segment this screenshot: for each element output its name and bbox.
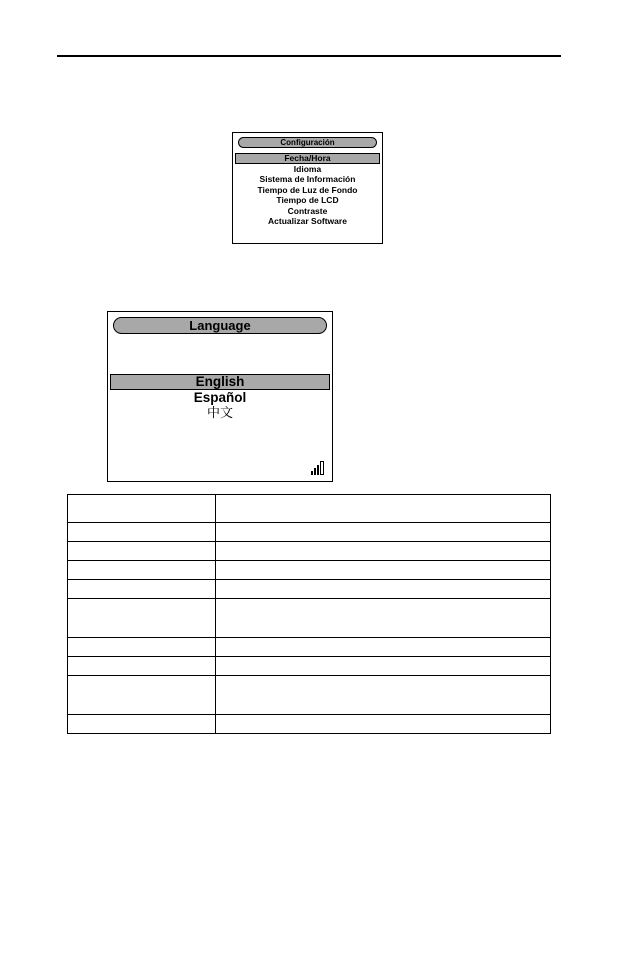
config-screen [232, 132, 383, 244]
table-cell [216, 523, 551, 542]
table-cell [216, 676, 551, 715]
language-screen-title: Language [113, 317, 327, 334]
config-screen-title: Configuración [238, 137, 377, 148]
config-menu-item-update-software[interactable]: Actualizar Software [268, 216, 347, 226]
table-cell [216, 580, 551, 599]
table-cell [68, 638, 216, 657]
table-row [68, 561, 551, 580]
table-cell [68, 561, 216, 580]
language-menu [110, 374, 330, 422]
table-cell [68, 523, 216, 542]
page-header-rule [57, 55, 561, 57]
table-cell [216, 715, 551, 734]
config-menu-item-backlight-time[interactable]: Tiempo de Luz de Fondo [257, 184, 358, 195]
config-menu-item-date-time[interactable]: Fecha/Hora [235, 153, 380, 164]
config-menu-item-contrast[interactable]: Contraste [287, 205, 328, 216]
table-cell [216, 638, 551, 657]
table-cell [68, 715, 216, 734]
table-row [68, 638, 551, 657]
table-row [68, 580, 551, 599]
table-cell [68, 657, 216, 676]
language-option-spanish[interactable]: Español [193, 390, 247, 405]
config-menu-item-lcd-time[interactable]: Tiempo de LCD [276, 195, 339, 205]
table-row [68, 523, 551, 542]
language-screen [107, 311, 333, 482]
signal-strength-icon [311, 461, 325, 475]
table-row [68, 542, 551, 561]
table-cell [68, 676, 216, 715]
table-cell [68, 542, 216, 561]
table-cell [216, 542, 551, 561]
table-row [68, 599, 551, 638]
spec-table [67, 494, 551, 734]
language-option-chinese[interactable]: 中文 [206, 406, 233, 421]
table-cell [68, 599, 216, 638]
language-option-english[interactable]: English [110, 374, 330, 390]
table-row [68, 657, 551, 676]
table-row [68, 676, 551, 715]
config-menu-item-system-info[interactable]: Sistema de Información [259, 174, 356, 184]
table-cell [216, 561, 551, 580]
table-row [68, 715, 551, 734]
table-cell [68, 580, 216, 599]
table-cell [68, 495, 216, 523]
table-cell [216, 657, 551, 676]
config-menu-item-language[interactable]: Idioma [293, 163, 322, 174]
config-menu [235, 153, 380, 227]
table-cell [216, 599, 551, 638]
table-cell [216, 495, 551, 523]
table-row [68, 495, 551, 523]
